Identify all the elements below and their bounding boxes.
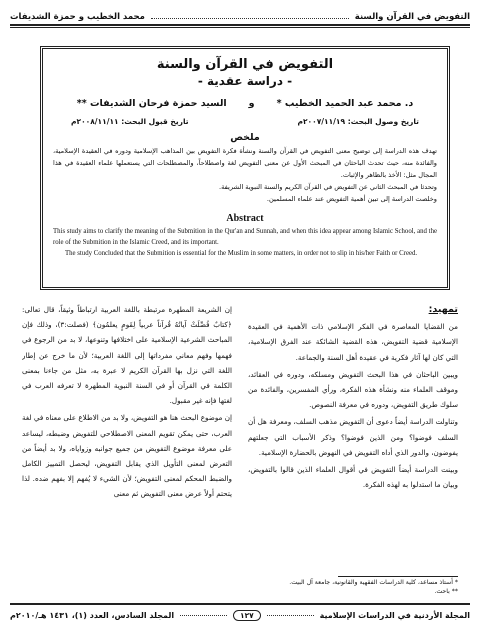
body-paragraph: إن الشريعة المطهرة مرتبطة باللغة العربية ارتباطاً وثيقاً، قال تعالى: ﴿كتابٌ فُصِّلَتْ آياتُهُ قُرآناً عربياً لِقَومٍ يعلمُون﴾ (فصلت:٣)، وذلك فإن المباحث الشرعية الإسلامية على اختلافها وتنوعها، لا بد من الرجوع في فهمها وفهم معاني مفرداتها إلى اللغة العربية؛ لأن ما خرج عن إطار اللغة التي نزل بها القرآن الكريم لا عبرة به، مثل من جاءنا بمعنى الكلمة في القرآن أو في السنة النبوية المطهرة لا تعرفه العرب في لغتها فإنه غير مقبول.	[22, 305, 232, 406]
english-abstract	[53, 226, 437, 259]
arabic-abstract-heading: ملخص	[230, 132, 260, 143]
footer-rule	[180, 615, 227, 616]
received-date: تاريخ وصول البحث: ٢٠٠٧/١١/١٩م	[297, 117, 419, 126]
body-paragraph: ويبين الباحثان في هذا البحث التفويض ومسلكه، ودوره في العقائد، وموقف العلماء منه ونشأة هذه الفكرة، ورأي المفسرين، والفائدة من سلوك طريق التفويض، ودوره في معرفة النصوص.	[248, 369, 458, 410]
page-number: ١٢٧	[233, 610, 261, 621]
date-line	[53, 117, 437, 126]
body-paragraph: إن موضوع البحث هنا هو التفويض، ولا بد من الاطلاع على معناه في لغة العرب، حتى يمكن تقويم المعنى الاصطلاحي للتفويض وضبطه، ليساعد على معرفة موضوع التفويض من جميع جوانبه وزواياه، ولا بد أيضاً من التعرض لمعنى التأويل الذي يقابل التفويض، ليحصل التمييز الكامل والضبط المحكم لمعنى التفويض؛ لأن الشيء لا يُفهم إلا بفهم ضده. لذا يتحتم أولاً عرض معنى التفويض ثم معنى	[22, 413, 232, 499]
footer-journal-name: المجلة الأردنية في الدراسات الإسلامية	[319, 610, 470, 620]
footnote: * أستاذ مساعد، كلية الدراسات الفقهية والقانونية، جامعة آل البيت.	[289, 579, 458, 586]
footnote: ** باحث.	[434, 588, 458, 595]
author-2: السيد حمزة فرحان الشديفات **	[76, 98, 227, 109]
intro-heading: تمهيد:	[428, 304, 458, 315]
footnotes	[250, 578, 458, 596]
accepted-date: تاريخ قبول البحث: ٢٠٠٨/١١/١١م	[71, 117, 189, 126]
arabic-abstract-paragraph: وخلصت الدراسة إلى تبين أهمية التفويض عند علماء المسلمين.	[266, 195, 437, 203]
article-title: التفويض في القرآن والسنة	[156, 57, 334, 72]
arabic-abstract-paragraph: تهدف هذه الدراسة إلى توضيح معنى التفويض في القرآن والسنة ونشأة فكرة التفويض بين المذاهب الإسلامية ودوره في العقيدة الإسلامية، والفائدة منه، حيث تحدث الباحثان في المبحث الأول عن معنى التفويض لغة واصطلاحاً، والمصطلحات التي يستعملها علماء العقيدة في هذا المجال مثل: الأخذ بالظاهر والإثبات.	[53, 147, 437, 179]
footer-divider	[10, 603, 470, 605]
body-columns	[22, 302, 458, 574]
english-abstract-paragraph: The study Concluded that the Submition is essential for the Muslim in some matters, in order not to slip in his/her Faith or Creed.	[65, 250, 418, 257]
article-subtitle: - دراسة عقدية -	[197, 74, 293, 88]
english-abstract-heading: Abstract	[226, 213, 264, 224]
running-header-topic: التفويض في القرآن والسنة	[354, 12, 470, 22]
header-divider-thin	[10, 27, 470, 28]
header-divider	[10, 24, 470, 26]
page-footer	[10, 608, 470, 622]
left-column	[22, 302, 232, 574]
author-connector: و	[248, 98, 255, 109]
running-header-authors: محمد الخطيب و حمزة الشديفات	[10, 12, 145, 22]
body-paragraph: من القضايا المعاصرة في الفكر الإسلامي ذات الأهمية في العقيدة الإسلامية قضية التفويض، هذه القضية الشائكة عند الفرق الإسلامية، التي كان لها آثار فكرية في عقيدة أهل السنة والجماعة.	[248, 322, 458, 362]
author-1: د. محمد عبد الحميد الخطيب *	[276, 98, 414, 109]
body-paragraph: وتناولت الدراسة أيضاً دعوى أن التفويض مذهب السلف، ومعرفة هل أن السلف فوضوا؟ ومن الذين فوضوا؟ وذكر الأسباب التي جعلتهم يفوضون، والدور الذي أداه التفويض في النهوض بالحضارة الإسلامية.	[248, 417, 458, 457]
footer-rule	[267, 615, 314, 616]
right-column	[248, 302, 458, 574]
title-abstract-box	[40, 46, 450, 290]
author-line	[53, 98, 437, 109]
arabic-abstract	[53, 145, 437, 205]
running-header-rule	[151, 18, 349, 19]
body-paragraph: وبينت الدراسة أيضاً التفويض في أقوال العلماء الذين قالوا بالتفويض، وبيان ما استدلوا به لهذه الفكرة.	[248, 465, 458, 490]
arabic-abstract-paragraph: وتحدثا في المبحث الثاني عن التفويض في القرآن الكريم والسنة النبوية الشريفة.	[219, 183, 437, 191]
footer-issue: المجلد السادس، العدد (١)، ١٤٣١ هـ/٢٠١٠م	[9, 610, 175, 620]
running-header	[10, 8, 470, 22]
footnote-rule	[338, 576, 458, 577]
english-abstract-paragraph: This study aims to clarify the meaning of the Submition in the Qur'an and Sunnah, and when this idea appear among Islamic School, and the role of the Submition in the Islamic Creed, and its important.	[53, 228, 437, 246]
